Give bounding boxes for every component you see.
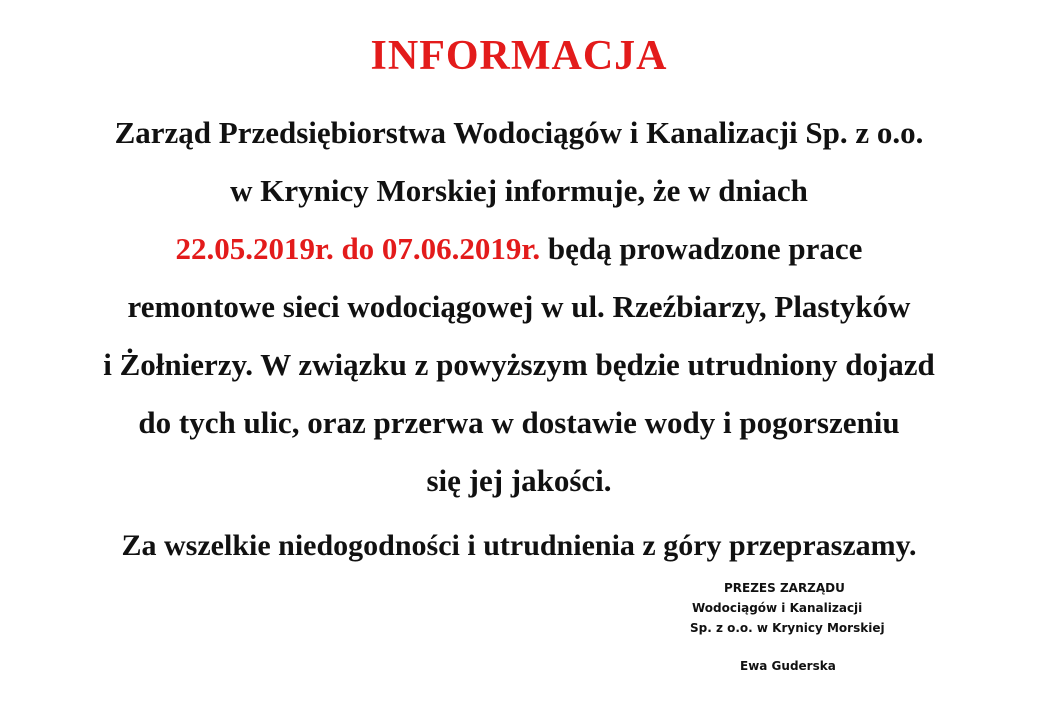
body-line-3-text: będą prowadzone prace	[540, 231, 863, 266]
closing-apology: Za wszelkie niedogodności i utrudnienia z góry przepraszamy.	[121, 529, 917, 562]
body-line-5: i Żołnierzy. W związku z powyższym będzie utrudniony dojazd	[103, 347, 935, 382]
body-line-6: do tych ulic, oraz przerwa w dostawie wody i pogorszeniu	[138, 405, 900, 440]
signature-spacer	[660, 638, 940, 656]
signature-position: PREZES ZARZĄDU	[724, 581, 845, 595]
body-line-7: się jej jakości.	[426, 463, 612, 498]
date-range: 22.05.2019r. do 07.06.2019r.	[175, 231, 541, 266]
notice-body	[0, 104, 1038, 510]
signature-name: Ewa Guderska	[740, 659, 836, 673]
signature-org-line-2: Sp. z o.o. w Krynicy Morskiej	[690, 621, 885, 635]
body-line-1: Zarząd Przedsiębiorstwa Wodociągów i Kanalizacji Sp. z o.o.	[114, 115, 924, 150]
body-line-4: remontowe sieci wodociągowej w ul. Rzeźbiarzy, Plastyków	[127, 289, 911, 324]
body-line-3	[0, 220, 1038, 278]
signature-block	[660, 578, 940, 676]
body-line-2: w Krynicy Morskiej informuje, że w dniach	[230, 173, 808, 208]
signature-org-line-1: Wodociągów i Kanalizacji	[692, 601, 863, 615]
notice-title: INFORMACJA	[370, 33, 668, 79]
